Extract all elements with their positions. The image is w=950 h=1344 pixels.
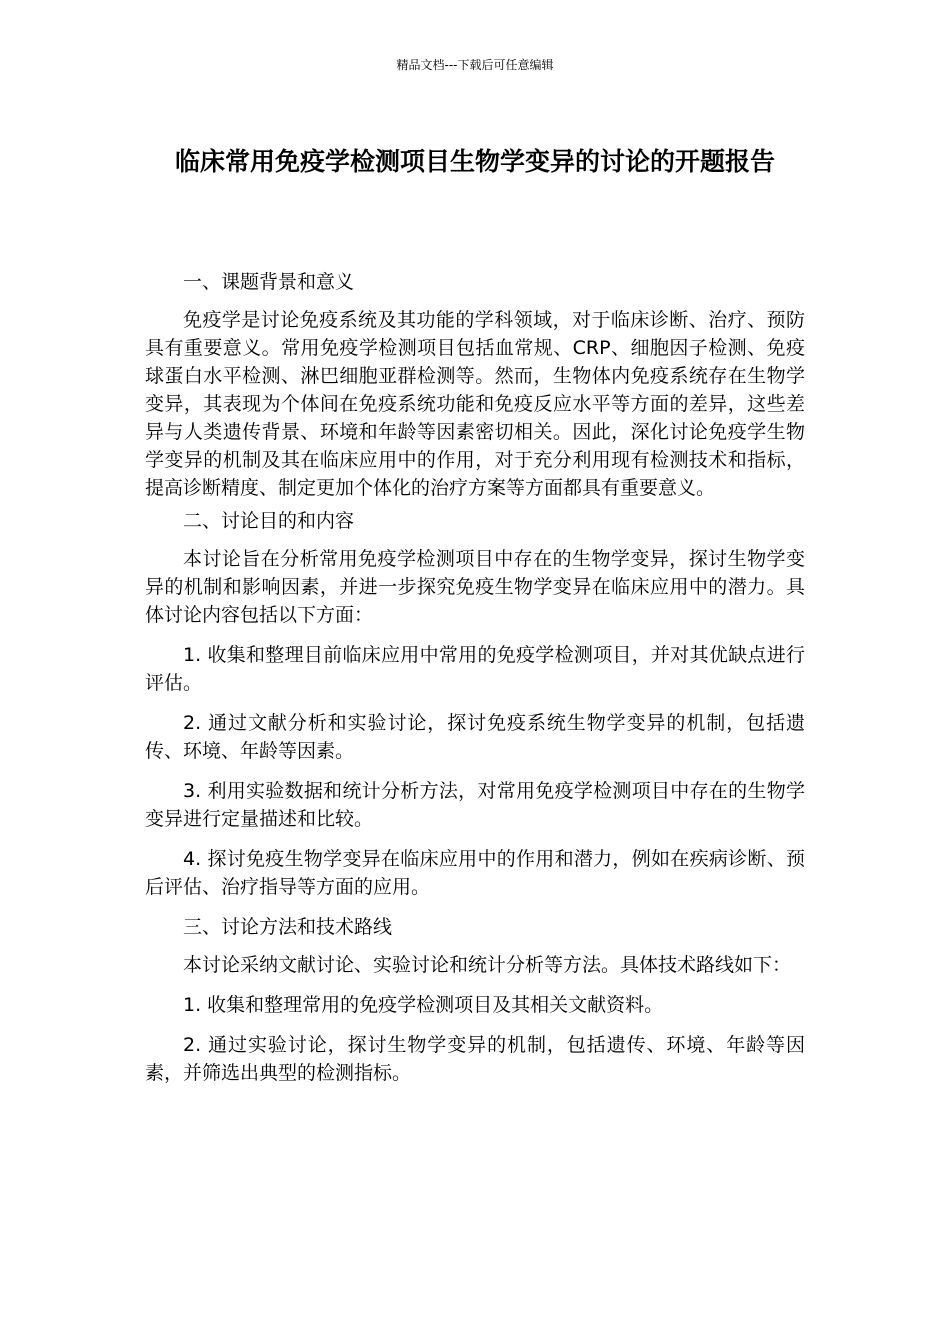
list-item: 4. 探讨免疫生物学变异在临床应用中的作用和潜力，例如在疾病诊断、预后评估、治疗指导等方面的应用。 xyxy=(145,848,805,898)
body-paragraph: 本讨论采纳文献讨论、实验讨论和统计分析等方法。具体技术路线如下： xyxy=(183,954,792,976)
header-note: 精品文档---下载后可任意编辑 xyxy=(396,58,554,72)
list-item: 1. 收集和整理目前临床应用中常用的免疫学检测项目，并对其优缺点进行评估。 xyxy=(145,644,805,694)
document-body xyxy=(145,268,805,1099)
section-heading: 二、讨论目的和内容 xyxy=(183,510,355,532)
body-paragraph: 免疫学是讨论免疫系统及其功能的学科领域，对于临床诊断、治疗、预防具有重要意义。常用免疫学检测项目包括血常规、CRP、细胞因子检测、免疫球蛋白水平检测、淋巴细胞亚群检测等。然而，生物体内免疫系统存在生物学变异，其表现为个体间在免疫系统功能和免疫反应水平等方面的差异，这些差异与人类遗传背景、环境和年龄等因素密切相关。因此，深化讨论免疫学生物学变异的机制及其在临床应用中的作用，对于充分利用现有检测技术和指标，提高诊断精度、制定更加个体化的治疗方案等方面都具有重要意义。 xyxy=(145,309,805,499)
section-heading: 三、讨论方法和技术路线 xyxy=(183,916,393,938)
section-heading: 一、课题背景和意义 xyxy=(183,271,355,293)
list-item: 2. 通过文献分析和实验讨论，探讨免疫系统生物学变异的机制，包括遗传、环境、年龄等因素。 xyxy=(145,712,805,762)
list-item: 1. 收集和整理常用的免疫学检测项目及其相关文献资料。 xyxy=(183,994,664,1016)
list-item: 2. 通过实验讨论，探讨生物学变异的机制，包括遗传、环境、年龄等因素，并筛选出典型的检测指标。 xyxy=(145,1034,805,1084)
body-paragraph: 本讨论旨在分析常用免疫学检测项目中存在的生物学变异，探讨生物学变异的机制和影响因素，并进一步探究免疫生物学变异在临床应用中的潜力。具体讨论内容包括以下方面： xyxy=(145,548,805,626)
list-item: 3. 利用实验数据和统计分析方法，对常用免疫学检测项目中存在的生物学变异进行定量描述和比较。 xyxy=(145,780,805,830)
document-title: 临床常用免疫学检测项目生物学变异的讨论的开题报告 xyxy=(174,147,775,176)
